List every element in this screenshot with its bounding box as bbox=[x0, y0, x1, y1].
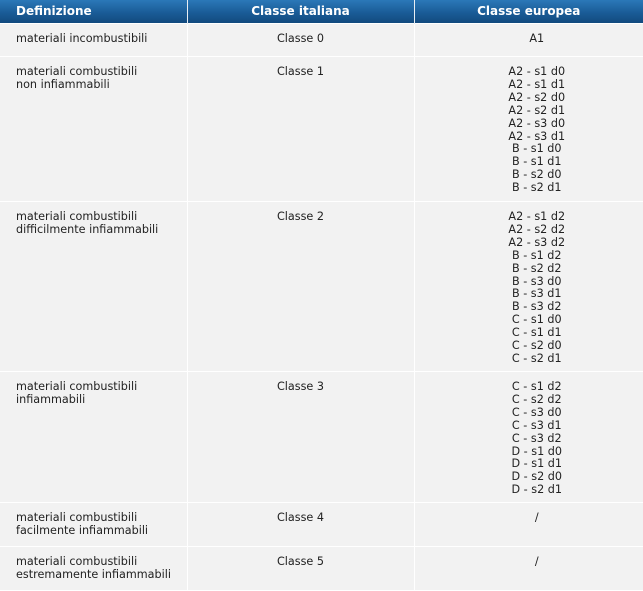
definizione-text: materiali combustibili bbox=[16, 512, 187, 525]
table-body bbox=[0, 24, 643, 591]
classe-europea-item: D - s1 d1 bbox=[415, 458, 643, 471]
cell-definizione bbox=[0, 372, 187, 503]
definizione-text: facilmente infiammabili bbox=[16, 525, 187, 538]
classe-europea-item: A1 bbox=[415, 33, 643, 46]
classe-europea-item: A2 - s1 d1 bbox=[415, 79, 643, 92]
table-row bbox=[0, 24, 643, 57]
classe-europea-item: B - s2 d2 bbox=[415, 263, 643, 276]
classe-europea-item: C - s1 d2 bbox=[415, 381, 643, 394]
definizione-text: non infiammabili bbox=[16, 79, 187, 92]
classe-europea-item: B - s1 d1 bbox=[415, 156, 643, 169]
definizione-text: materiali combustibili bbox=[16, 556, 187, 569]
classe-europea-item: B - s3 d2 bbox=[415, 301, 643, 314]
classe-italiana-text: Classe 0 bbox=[188, 33, 414, 46]
table-row bbox=[0, 503, 643, 547]
classe-europea-item: A2 - s2 d1 bbox=[415, 105, 643, 118]
header-classe-italiana: Classe italiana bbox=[187, 0, 414, 24]
classe-italiana-text: Classe 2 bbox=[188, 211, 414, 224]
classe-europea-item: C - s3 d2 bbox=[415, 433, 643, 446]
classe-europea-item: A2 - s2 d0 bbox=[415, 92, 643, 105]
classe-europea-item: C - s1 d1 bbox=[415, 327, 643, 340]
cell-classe-italiana bbox=[187, 372, 414, 503]
cell-classe-italiana bbox=[187, 202, 414, 372]
cell-classe-italiana bbox=[187, 57, 414, 202]
classe-europea-item: D - s1 d0 bbox=[415, 446, 643, 459]
cell-classe-europea bbox=[414, 503, 643, 547]
classe-europea-item: C - s1 d0 bbox=[415, 314, 643, 327]
definizione-text: difficilmente infiammabili bbox=[16, 224, 187, 237]
classe-italiana-text: Classe 3 bbox=[188, 381, 414, 394]
cell-classe-europea bbox=[414, 202, 643, 372]
classe-europea-item: A2 - s2 d2 bbox=[415, 224, 643, 237]
header-classe-europea: Classe europea bbox=[414, 0, 643, 24]
cell-classe-italiana bbox=[187, 503, 414, 547]
cell-definizione bbox=[0, 202, 187, 372]
classe-europea-item: B - s1 d0 bbox=[415, 143, 643, 156]
classe-europea-item: A2 - s3 d1 bbox=[415, 131, 643, 144]
definizione-text: materiali combustibili bbox=[16, 211, 187, 224]
classe-europea-item: C - s2 d1 bbox=[415, 353, 643, 366]
definizione-text: materiali incombustibili bbox=[16, 33, 187, 46]
table-row bbox=[0, 202, 643, 372]
definizione-text: estremamente infiammabili bbox=[16, 569, 187, 582]
classe-europea-item: B - s3 d0 bbox=[415, 276, 643, 289]
cell-classe-europea bbox=[414, 372, 643, 503]
table-header bbox=[0, 0, 643, 24]
table-row bbox=[0, 547, 643, 591]
cell-definizione bbox=[0, 503, 187, 547]
classe-europea-item: B - s2 d0 bbox=[415, 169, 643, 182]
cell-classe-europea bbox=[414, 24, 643, 57]
definizione-text: materiali combustibili bbox=[16, 66, 187, 79]
classe-europea-item: / bbox=[415, 512, 643, 525]
cell-classe-italiana bbox=[187, 24, 414, 57]
classe-europea-item: A2 - s1 d2 bbox=[415, 211, 643, 224]
classe-italiana-text: Classe 5 bbox=[188, 556, 414, 569]
classe-europea-item: A2 - s1 d0 bbox=[415, 66, 643, 79]
classe-europea-item: B - s2 d1 bbox=[415, 182, 643, 195]
classe-europea-item: C - s2 d0 bbox=[415, 340, 643, 353]
classe-europea-item: C - s3 d1 bbox=[415, 420, 643, 433]
classe-europea-item: B - s3 d1 bbox=[415, 288, 643, 301]
classe-europea-item: / bbox=[415, 556, 643, 569]
classe-europea-item: C - s2 d2 bbox=[415, 394, 643, 407]
classe-europea-item: A2 - s3 d2 bbox=[415, 237, 643, 250]
classe-europea-item: D - s2 d1 bbox=[415, 484, 643, 497]
classe-europea-item: B - s1 d2 bbox=[415, 250, 643, 263]
classe-europea-item: A2 - s3 d0 bbox=[415, 118, 643, 131]
classe-europea-item: D - s2 d0 bbox=[415, 471, 643, 484]
cell-definizione bbox=[0, 547, 187, 591]
header-definizione: Definizione bbox=[0, 0, 187, 24]
cell-definizione bbox=[0, 24, 187, 57]
classe-italiana-text: Classe 4 bbox=[188, 512, 414, 525]
classe-europea-item: C - s3 d0 bbox=[415, 407, 643, 420]
cell-definizione bbox=[0, 57, 187, 202]
cell-classe-italiana bbox=[187, 547, 414, 591]
classe-italiana-text: Classe 1 bbox=[188, 66, 414, 79]
definizione-text: materiali combustibili bbox=[16, 381, 187, 394]
cell-classe-europea bbox=[414, 57, 643, 202]
table-row bbox=[0, 57, 643, 202]
definizione-text: infiammabili bbox=[16, 394, 187, 407]
table-row bbox=[0, 372, 643, 503]
cell-classe-europea bbox=[414, 547, 643, 591]
header-row bbox=[0, 0, 643, 24]
